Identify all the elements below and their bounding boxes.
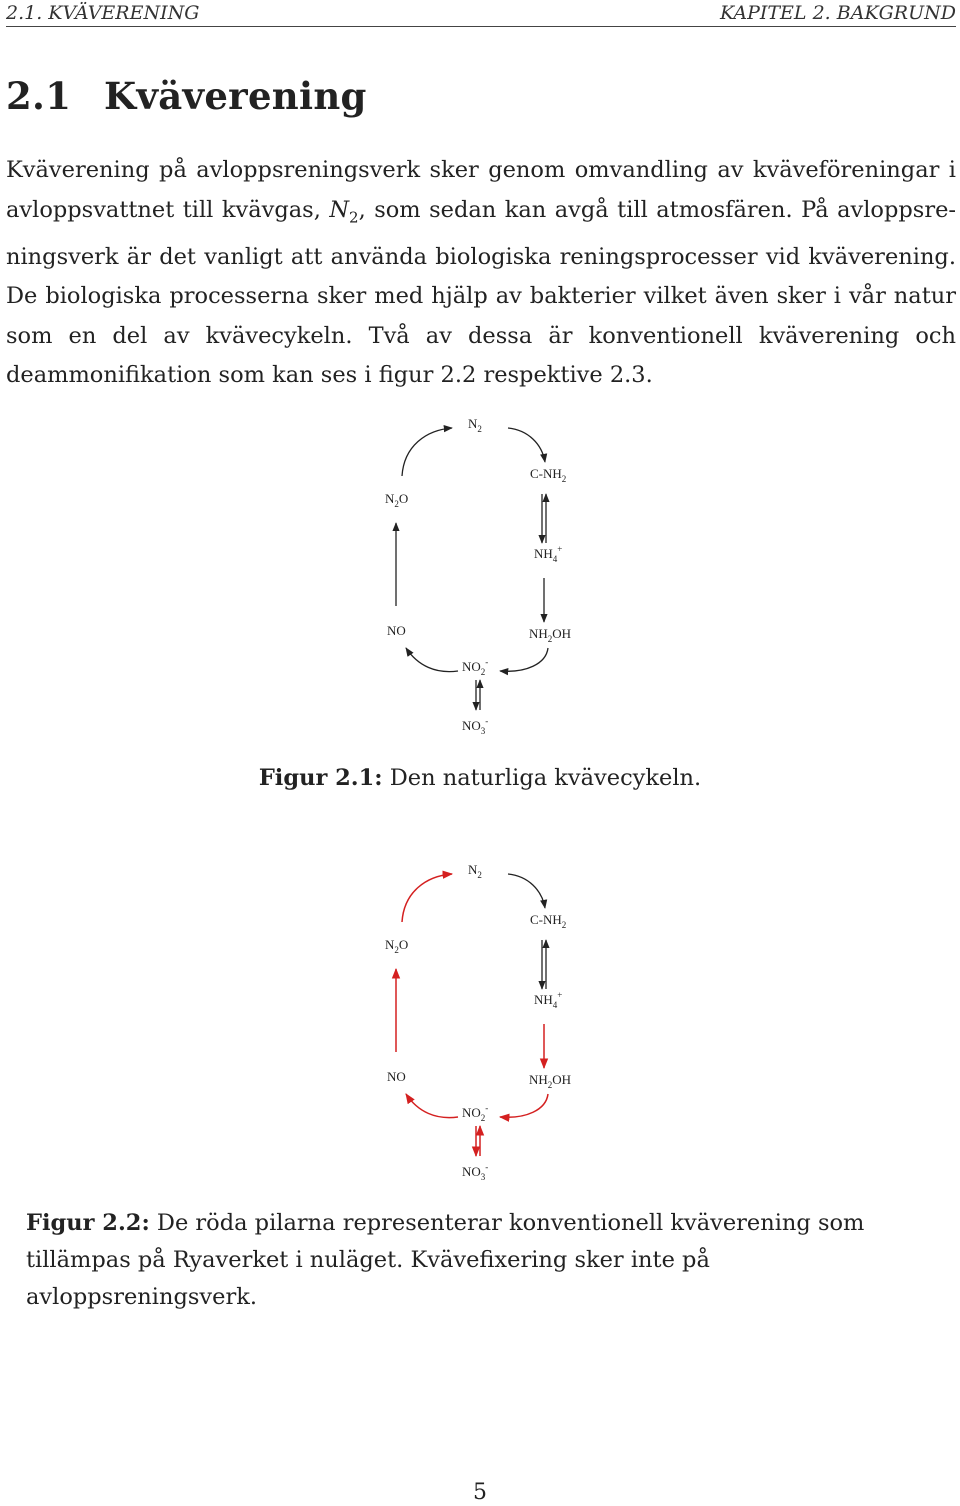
figure-2-caption-label: Figur 2.2:	[26, 1210, 150, 1236]
running-header-chapter: KAPITEL 2. BAKGRUND	[719, 2, 956, 24]
label-n2: $N_2$	[468, 862, 482, 880]
formula-n2	[329, 196, 359, 227]
paragraph-part-2: , som sedan kan avgå till atmosfären. På avloppsreningsverk är det vanligt att använda biologiska reningsprocesser vid kväverening. De biologiska processerna sker med hjälp av bakterier vilket även sker i vår natur som en del av kvävecykeln. Två av dessa är konventionell kväverening och deammonifikation som kan ses i figur 2.2 respektive 2.3.	[6, 196, 956, 389]
label-no2: $NO_2^-$	[462, 657, 489, 677]
section-number: 2.1	[6, 74, 72, 118]
arrow-nh2oh-to-no2	[500, 648, 548, 671]
label-nh4: $NH_4^+$	[534, 990, 563, 1010]
label-n2o: $N_2O$	[385, 491, 409, 509]
figure-1-diagram	[340, 408, 620, 744]
label-c-nh2: $C-NH_2$	[530, 912, 567, 930]
figure-2-caption-text: De röda pilarna representerar konventionell kväverening som tillämpas på Ryaverket i nuläget. Kvävefixering sker inte på avloppsreningsverk.	[26, 1210, 865, 1310]
running-header-section: 2.1. KVÄVERENING	[6, 2, 200, 24]
figure-2-conventional-nitrogen-removal	[340, 854, 620, 1190]
label-no: NO	[387, 1069, 406, 1084]
label-n2o: $N_2O$	[385, 937, 409, 955]
figure-1-nitrogen-cycle	[340, 408, 620, 744]
figure-1-caption	[0, 760, 960, 797]
arrow-no2-to-no	[406, 648, 458, 672]
label-no: NO	[387, 623, 406, 638]
figure-1-caption-text: Den naturliga kvävecykeln.	[382, 765, 702, 791]
figure-1-caption-label: Figur 2.1:	[258, 765, 383, 791]
arrow-n2-to-cnh2	[508, 874, 545, 908]
section-title-text: Kväverening	[104, 74, 367, 118]
figure-2-caption	[26, 1205, 938, 1316]
label-c-nh2: $C-NH_2$	[530, 466, 567, 484]
red-arrow-nh2oh-to-no2	[500, 1094, 548, 1117]
body-paragraph	[6, 151, 956, 396]
formula-n2-subscript: 2	[349, 208, 359, 227]
formula-n2-base: N	[329, 196, 350, 223]
running-header	[6, 2, 956, 27]
label-no3: $NO_3^-$	[462, 716, 489, 736]
section-title	[6, 74, 367, 118]
figure-2-diagram	[340, 854, 620, 1190]
label-nh4: $NH_4^+$	[534, 544, 563, 564]
arrow-n2o-to-n2	[402, 428, 452, 476]
arrow-n2-to-cnh2	[508, 428, 545, 462]
label-no3: $NO_3^-$	[462, 1162, 489, 1182]
label-nh2oh: $NH_2OH$	[529, 626, 572, 644]
paragraph-part-1: Kväverening på avloppsreningsverk sker genom omvandling av kväveföreningar i avloppsvattnet till kvävgas,	[6, 157, 956, 223]
label-n2: $N_2$	[468, 416, 482, 434]
red-arrow-n2o-to-n2	[402, 874, 452, 922]
label-nh2oh: $NH_2OH$	[529, 1072, 572, 1090]
red-arrow-no2-to-no	[406, 1094, 458, 1118]
page-number: 5	[473, 1480, 487, 1505]
label-no2: $NO_2^-$	[462, 1103, 489, 1123]
